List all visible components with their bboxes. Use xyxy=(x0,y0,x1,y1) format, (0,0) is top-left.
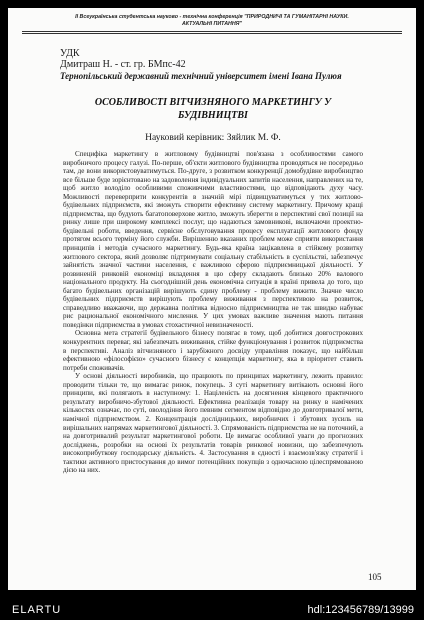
page-number: 105 xyxy=(368,572,382,582)
handle-identifier: hdl:123456789/13999 xyxy=(307,604,414,616)
conference-header-line-1: ІІ Всеукраїнська студентська науково - технічна конференція "ПРИРОДНИЧІ ТА ГУМАНІТАРНІ НАУКИ. xyxy=(75,14,349,20)
article-body xyxy=(63,150,363,475)
body-paragraph-3: У основі діяльності виробників, що працюють по принципах маркетингу, лежить правило: проводити тільки те, що вимагає ринок, покупець. З суті маркетингу витікають основні його принципи, які полягають в наступному: 1. Націленість на досягнення кінцевого практичного результату виробничо-збутової діяльності. Ефективна реалізація товару на ринку в намічених кількостях означає, по суті, оволодіння його певним сегментом відповідно до довготривалої мети, намічної підприємством. 2. Концентрація дослідницьких, виробничих і збутових зусиль на вирішальних напрямах маркетингової діяльності. 3. Спрямованість підприємства не на поточний, а на довготривалий результат маркетингової роботи. Це вимагає особливої уваги до прогнозних досліджень, розробки на основі їх результатів товарів ринкової новизни, що забезпечують високоприбуткову господарську діяльність. 4. Застосування в єдності і взаємозв'язку стратегії і тактики активного пристосування до вимог потенційних покупців з одночасною цілеспрямованою дією на них. xyxy=(63,372,363,475)
scientific-advisor: Науковий керівник: Зяйлик М. Ф. xyxy=(145,133,281,143)
header-rule-bottom xyxy=(22,33,402,34)
udk-label: УДК xyxy=(60,48,80,59)
article-title: ОСОБЛИВОСТІ ВІТЧИЗНЯНОГО МАРКЕТИНГУ У БУДІВНИЦТВІ xyxy=(94,97,332,121)
body-paragraph-1: Специфіка маркетингу в житловому будівництві пов'язана з особливостями самого виробничого процесу галузі. По-перше, об'єкти житлового будівництва проводяться не посередньо там, де вони використовуватимуться. По-друге, з розвитком конкуренції домобудівне виробництво все більше буде зорієнтовано на задоволення індивідуальних запитів населення, направлених на те, щоб житло володіло особливими споживчими властивостями, що відповідають духу часу. Можливості переверприти конкурентів в значній мірі підвищуватимуться у тих житлово-будівельних підприємств, які зможуть створити ефективну систему маркетингу. Причому кращі підприємства, що будують багатоповерхове житло, зможуть зберегти в перспективі свої позиції на ринку лише при широкому комплексі послуг, що надаються замовникові, включаючи проектно-будівельні роботи, введення, сервісне обслуговування процесу експлуатації житлового фонду протягом всього терміну його служби. Вирішенню вказаних проблем може сприяти використання принципів і методів сучасного маркетингу. Будь-яка країна зацікавлена в стійкому розвитку житлового сектора, який дозволяє підтримувати соціальну стабільність в суспільстві, забезпечує зайнятість значної частини населення, є важливою сферою підприємницької діяльності. У розвиненій ринковій економіці вкладення в цю сферу складають близько 20% валового національного продукту. На сьогоднішній день економічна ситуація в країні привела до того, що багато будівельних організацій вирішують єдину проблему - проблему вижити. Значне число будівельних підприємств вирішують проблему виживання з перспективою на розвиток, справедливо вважаючи, що державна політика відносно підприємництва не так швидко набуває рис рациональної економічного мислення. У цих умовах важливе значення мають питання поведінки підприємства в умовах стохастичної невизначеності. xyxy=(63,150,363,329)
author-line: Дмитраш Н. - ст. гр. БМпс-42 xyxy=(60,59,186,70)
document-page xyxy=(8,8,416,590)
conference-header xyxy=(24,14,400,27)
body-paragraph-2: Основна мета стратегії будівельного бізнесу полягає в тому, щоб добитися довгострокових конкурентних переваг, які забезпечать виживання, стійке функціонування і розвиток підприємства в перспективі. Аналіз вітчизняного і зарубіжного досвіду управління показує, що найбільш ефективною «філософією» сучасного бізнесу є концепція маркетингу, яка в пріоритет ставить потреби споживачів. xyxy=(63,329,363,372)
repository-name: ELARTU xyxy=(12,604,62,616)
conference-header-line-2: АКТУАЛЬНІ ПИТАННЯ" xyxy=(181,20,243,27)
header-rule-top xyxy=(22,31,402,32)
affiliation-line: Тернопільський державний технічний університет імені Івана Пулюя xyxy=(60,71,342,81)
